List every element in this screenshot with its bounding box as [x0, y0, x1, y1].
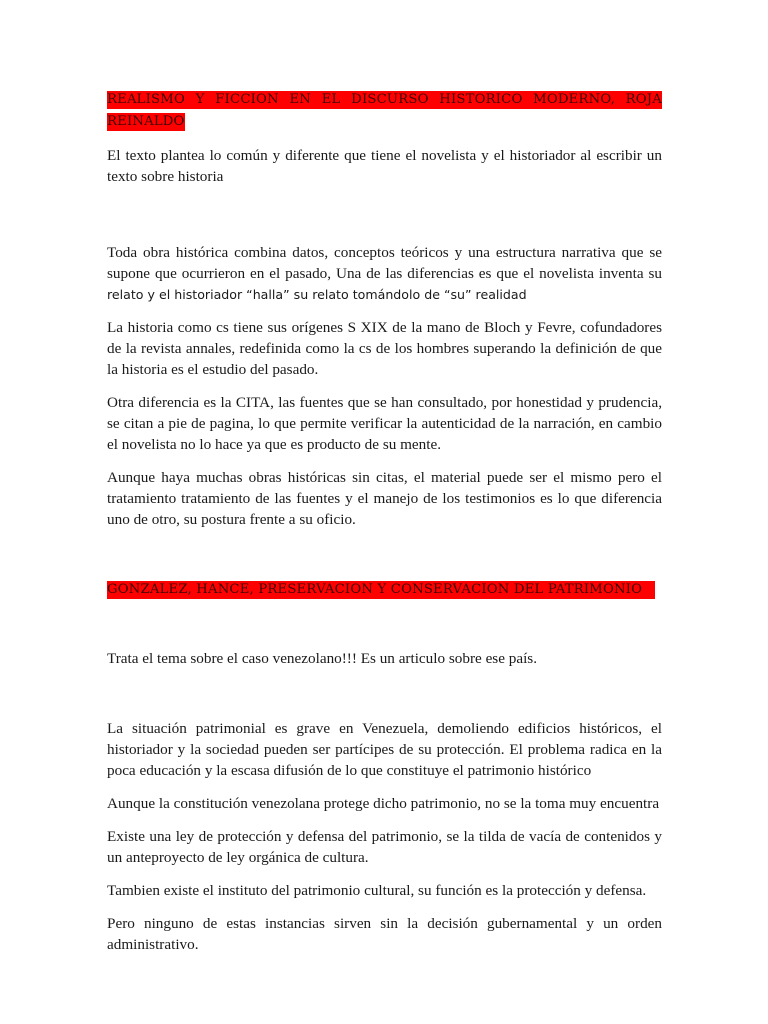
paragraph-situacion: La situación patrimonial es grave en Venezuela, demoliendo edificios históricos, el historiador y la sociedad pueden ser partícipes de su protección. El problema radica en la poca educación y la escasa difusión de lo que constituye el patrimonio histórico: [107, 720, 662, 779]
paragraph-cita: Otra diferencia es la CITA, las fuentes que se han consultado, por honestidad y prudencia, se citan a pie de pagina, lo que permite verificar la autenticidad de la narración, en cambio el novelista no lo hace ya que es producto de su mente.: [107, 394, 662, 453]
paragraph-ley: Existe una ley de protección y defensa del patrimonio, se la tilda de vacía de contenidos y un anteproyecto de ley orgánica de cultura.: [107, 828, 662, 866]
paragraph-text: Toda obra histórica combina datos, conceptos teóricos y una estructura narrativa que se supone que ocurrieron en el pasado, Una de las diferencias es que el novelista inventa su: [107, 244, 662, 282]
document-page: [107, 84, 662, 955]
paragraph-constitucion: Aunque la constitución venezolana protege dicho patrimonio, no se la toma muy encuentra: [107, 795, 660, 812]
paragraph-intro: El texto plantea lo común y diferente que tiene el novelista y el historiador al escribir un texto sobre historia: [107, 147, 662, 185]
paragraph-instituto: Tambien existe el instituto del patrimonio cultural, su función es la protección y defensa.: [107, 882, 647, 899]
paragraph-decision: Pero ninguno de estas instancias sirven sin la decisión gubernamental y un orden administrativo.: [107, 915, 662, 953]
paragraph-origenes: La historia como cs tiene sus orígenes S XIX de la mano de Bloch y Fevre, cofundadores de la revista annales, redefinida como la cs de los hombres superando la definición de que la historia es el estudio del pasado.: [107, 319, 662, 378]
section-heading-pad: [642, 581, 655, 599]
paragraph-text-sans: relato y el historiador “halla” su relato tomándolo de “su” realidad: [107, 287, 527, 302]
paragraph-caso-venezolano: Trata el tema sobre el caso venezolano!!! Es un articulo sobre ese país.: [107, 650, 538, 667]
section-heading-text: REALISMO Y FICCION EN EL DISCURSO HISTORICO MODERNO, ROJA REINALDO: [107, 92, 662, 129]
paragraph-obra-historica: [107, 242, 662, 305]
section-heading-realismo: [107, 88, 662, 132]
paragraph-obras-sin-citas: Aunque haya muchas obras históricas sin citas, el material puede ser el mismo pero el tratamiento tratamiento de las fuentes y el manejo de los testimonios es lo que diferencia uno de otro, su postura frente a su oficio.: [107, 469, 662, 528]
section-heading-patrimonio: [107, 578, 662, 600]
section-heading-text: GONZALEZ, HANCE, PRESERVACION Y CONSERVACION DEL PATRIMONIO: [107, 582, 643, 597]
